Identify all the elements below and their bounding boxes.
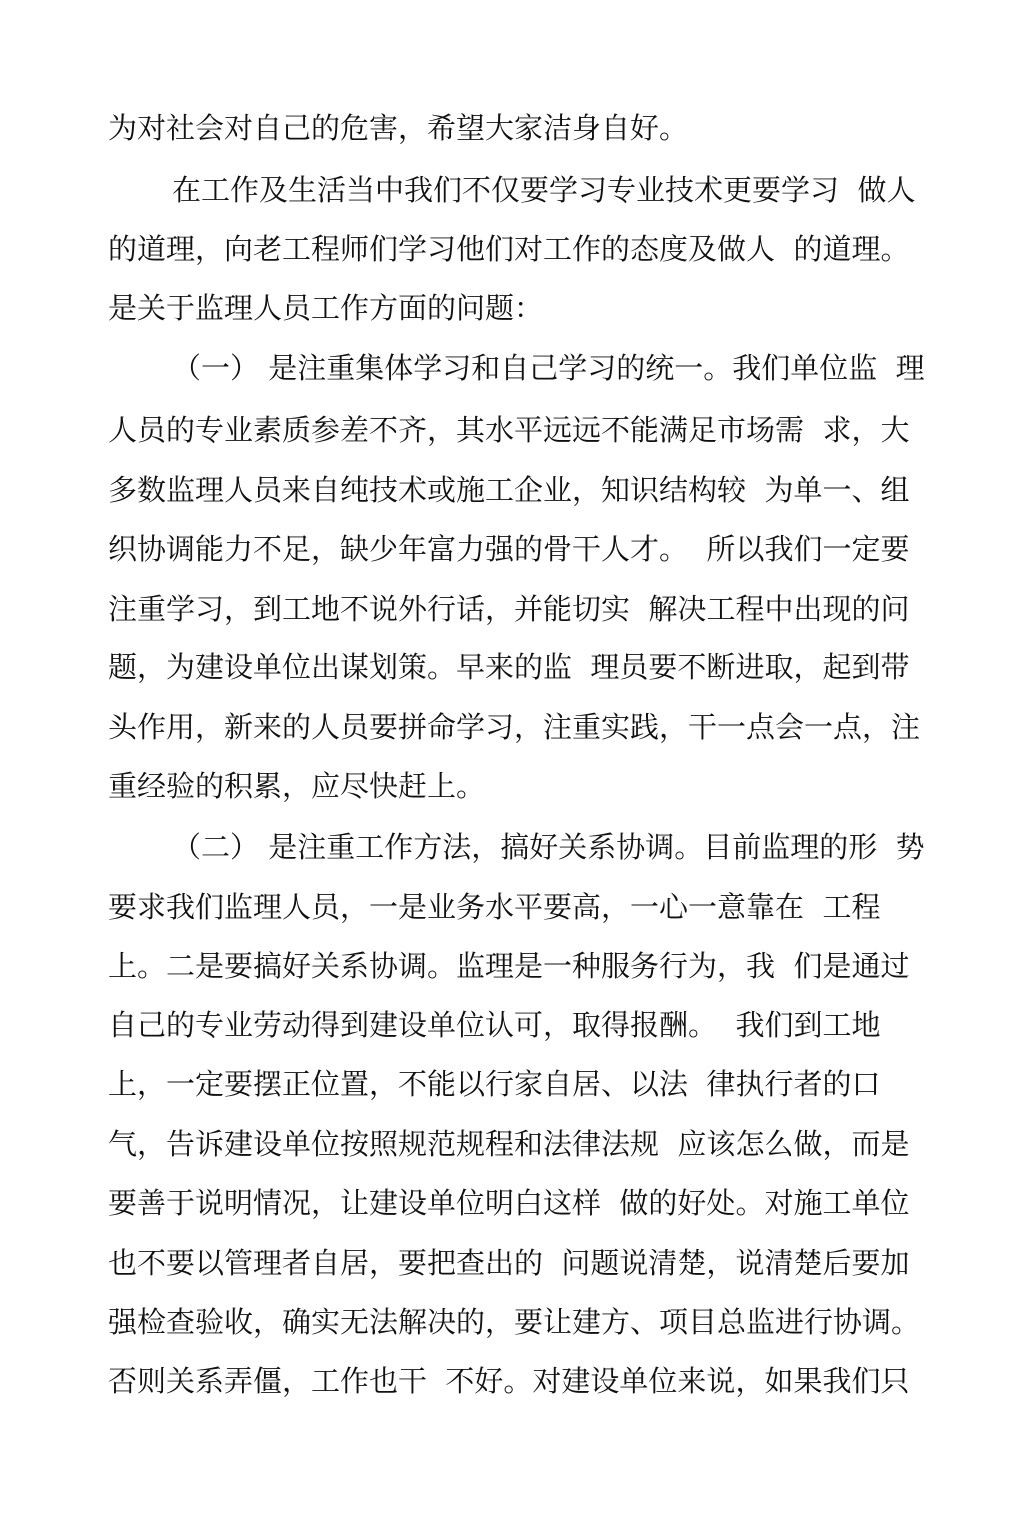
paragraph-line-5: （一） 是注重集体学习和自己学习的统一。我们单位监 理: [172, 351, 925, 385]
text-line-1: 为对社会对自己的危害，希望大家洁身自好。: [108, 111, 689, 145]
paragraph-line-7: 多数监理人员来自纯技术或施工企业，知识结构较 为单一、组: [108, 473, 910, 507]
paragraph-line-14: 要求我们监理人员，一是业务水平要高，一心一意靠在 工程: [108, 890, 881, 924]
paragraph-line-8: 织协调能力不足，缺少年富力强的骨干人才。 所以我们一定要: [108, 532, 910, 566]
paragraph-line-13: （二） 是注重工作方法，搞好关系协调。目前监理的形 势: [172, 830, 925, 864]
paragraph-line-18: 气，告诉建设单位按照规范规程和法律法规 应该怎么做，而是: [108, 1127, 910, 1161]
paragraph-line-22: 否则关系弄僵，工作也干 不好。对建设单位来说，如果我们只: [108, 1364, 910, 1398]
paragraph-line-19: 要善于说明情况，让建设单位明白这样 做的好处。对施工单位: [108, 1186, 910, 1220]
paragraph-line-3: 的道理，向老工程师们学习他们对工作的态度及做人 的道理。: [108, 232, 910, 266]
paragraph-line-6: 人员的专业素质参差不齐，其水平远远不能满足市场需 求，大: [108, 413, 910, 447]
paragraph-line-11: 头作用，新来的人员要拼命学习，注重实践，干一点会一点，注: [108, 710, 921, 744]
paragraph-line-16: 自己的专业劳动得到建设单位认可，取得报酬。 我们到工地: [108, 1008, 881, 1042]
paragraph-line-21: 强检查验收，确实无法解决的，要让建方、项目总监进行协调。: [108, 1305, 921, 1339]
paragraph-line-20: 也不要以管理者自居，要把查出的 问题说清楚，说清楚后要加: [108, 1246, 910, 1280]
paragraph-line-15: 上。二是要搞好关系协调。监理是一种服务行为，我 们是通过: [108, 949, 910, 983]
paragraph-line-4: 是关于监理人员工作方面的问题：: [108, 291, 544, 325]
paragraph-line-9: 注重学习，到工地不说外行话，并能切实 解决工程中出现的问: [108, 592, 910, 626]
paragraph-line-2: 在工作及生活当中我们不仅要学习专业技术更要学习 做人: [172, 173, 916, 207]
paragraph-line-10: 题，为建设单位出谋划策。早来的监 理员要不断进取，起到带: [108, 650, 910, 684]
paragraph-line-17: 上，一定要摆正位置，不能以行家自居、以法 律执行者的口: [108, 1067, 881, 1101]
paragraph-line-12: 重经验的积累，应尽快赶上。: [108, 769, 486, 803]
